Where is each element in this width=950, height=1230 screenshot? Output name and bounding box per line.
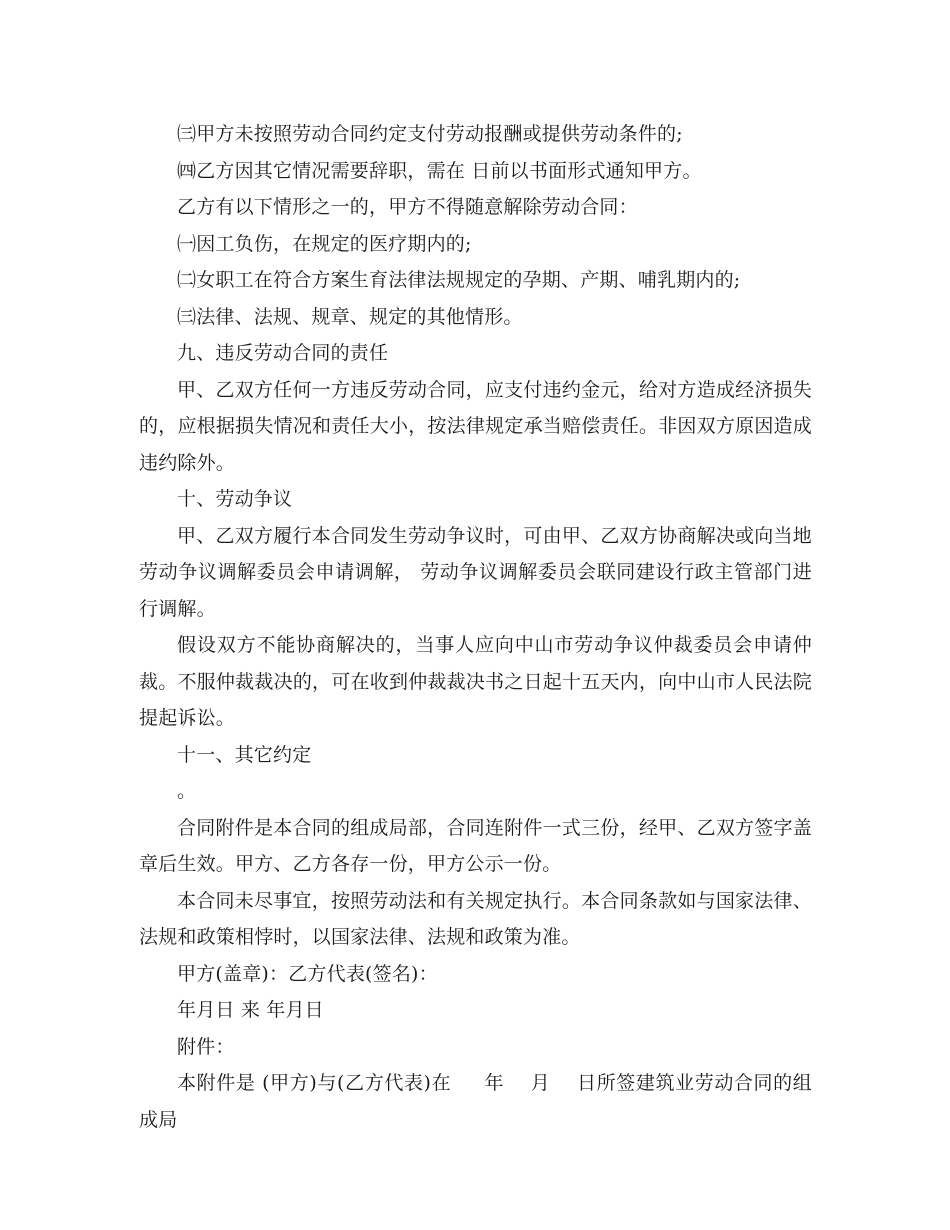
appendix-label: 附件： — [177, 1035, 235, 1058]
attachment-clause-paragraph: 合同附件是本合同的组成局部，合同连附件一式三份，经甲、乙双方签字盖章后生效。甲方、乙方各存一份，甲方公示一份。 — [139, 816, 812, 875]
clause-3-employer-default: ㈢甲方未按照劳动合同约定支付劳动报酬或提供劳动条件的; — [177, 123, 683, 145]
no-termination-item-2: ㈡女职工在符合方案生育法律法规规定的孕期、产期、哺乳期内的; — [177, 269, 741, 291]
unresolved-matters-paragraph: 本合同未尽事宜，按照劳动法和有关规定执行。本合同条款如与国家法律、法规和政策相悖时，以国家法律、法规和政策为准。 — [139, 889, 812, 948]
date-line: 年月日 来 年月日 — [177, 999, 324, 1021]
section-heading-11: 十一、其它约定 — [177, 743, 312, 766]
document-body — [139, 116, 812, 1138]
no-termination-item-1: ㈠因工负伤，在规定的医疗期内的; — [177, 232, 472, 255]
section-heading-9: 九、违反劳动合同的责任 — [177, 342, 389, 364]
dispute-arbitration-paragraph: 假设双方不能协商解决的，当事人应向中山市劳动争议仲裁委员会申请仲裁。不服仲裁裁决的，可在收到仲裁裁决书之日起十五天内，向中山市人民法院提起诉讼。 — [139, 634, 812, 729]
section-heading-10: 十、劳动争议 — [177, 488, 293, 510]
breach-liability-paragraph: 甲、乙双方任何一方违反劳动合同，应支付违约金元，给对方造成经济损失的，应根据损失情况和责任大小，按法律规定承当赔偿责任。非因双方原因造成违约除外。 — [139, 378, 812, 474]
dispute-mediation-paragraph: 甲、乙双方履行本合同发生劳动争议时，可由甲、乙双方协商解决或向当地劳动争议调解委员会申请调解， 劳动争议调解委员会联同建设行政主管部门进行调解。 — [139, 524, 812, 620]
other-agreement-blank: 。 — [177, 780, 197, 802]
clause-4-resignation-notice: ㈣乙方因其它情况需要辞职，需在 日前以书面形式通知甲方。 — [177, 159, 702, 182]
no-termination-item-3: ㈢法律、法规、规章、规定的其他情形。 — [177, 305, 523, 328]
no-termination-intro: 乙方有以下情形之一的，甲方不得随意解除劳动合同： — [177, 196, 638, 218]
signature-line: 甲方(盖章)：乙方代表(签名)： — [177, 962, 438, 985]
appendix-intro-line: 本附件是 (甲方)与(乙方代表)在 年 月 日所签建筑业劳动合同的组成局 — [139, 1072, 812, 1131]
